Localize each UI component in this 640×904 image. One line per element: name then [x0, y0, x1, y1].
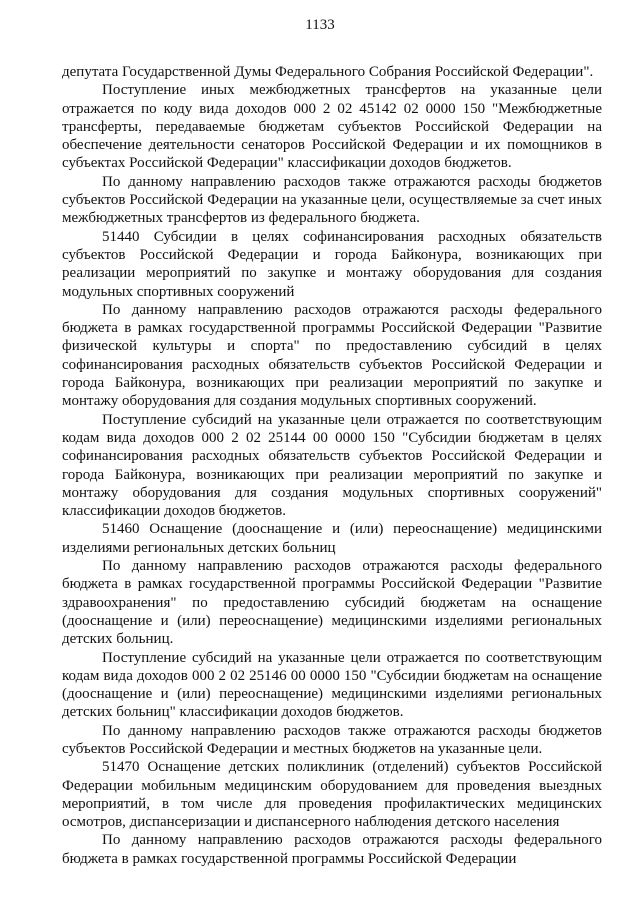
paragraph: депутата Государственной Думы Федерального Собрания Российской Федерации". [62, 64, 594, 80]
paragraph: Поступление субсидий на указанные цели отражается по соответствующим кодам вида доходов 000 2 02 25146 00 0000 150 "Субсидии бюджетам на оснащение (дооснащение и (или) переоснащение) медицинскими изделиями региональных детских больниц" классификации доходов бюджетов. [62, 649, 602, 721]
paragraph: По данному направлению расходов отражаются расходы федерального бюджета в рамках государственной программы Российской Федерации "Развитие здравоохранения" по предоставлению субсидий бюджетам на оснащение (дооснащение и (или) переоснащение) медицинскими изделиями региональных детских больниц. [62, 558, 602, 648]
paragraph: 51440 Субсидии в целях софинансирования расходных обязательств субъектов Российской Федерации и города Байконура, возникающих при реализации мероприятий по закупке и монтажу оборудования для создания модульных спортивных сооружений [62, 228, 602, 300]
paragraph: 51460 Оснащение (дооснащение и (или) переоснащение) медицинскими изделиями региональных детских больниц [62, 521, 602, 556]
paragraph: По данному направлению расходов также отражаются расходы бюджетов субъектов Российской Федерации и местных бюджетов на указанные цели. [62, 722, 602, 757]
paragraph: Поступление иных межбюджетных трансфертов на указанные цели отражается по коду вида доходов 000 2 02 45142 02 0000 150 "Межбюджетные трансферты, передаваемые бюджетам субъектов Российской Федерации на обеспечение деятельности сенаторов Российской Федерации и их помощников в субъектах Российской Федерации" классификации доходов бюджетов. [62, 82, 602, 172]
document-body [62, 63, 602, 868]
paragraph: По данному направлению расходов также отражаются расходы бюджетов субъектов Российской Федерации на указанные цели, осуществляемые за счет иных межбюджетных трансфертов из федерального бюджета. [62, 173, 602, 227]
paragraph: 51470 Оснащение детских поликлиник (отделений) субъектов Российской Федерации мобильным медицинским оборудованием для проведения выездных мероприятий, в том числе для проведения профилактических медицинских осмотров, диспансеризации и диспансерного наблюдения детского населения [62, 759, 602, 831]
page-number: 1133 [305, 17, 335, 33]
paragraph: Поступление субсидий на указанные цели отражается по соответствующим кодам вида доходов 000 2 02 25144 00 0000 150 "Субсидии бюджетам в целях софинансирования расходных обязательств субъектов Российской Федерации и города Байконура, возникающих при реализации мероприятий по закупке и монтажу оборудования для создания модульных спортивных сооружений" классификации доходов бюджетов. [62, 411, 602, 520]
paragraph: По данному направлению расходов отражаются расходы федерального бюджета в рамках государственной программы Российской Федерации [62, 832, 602, 867]
paragraph: По данному направлению расходов отражаются расходы федерального бюджета в рамках государственной программы Российской Федерации "Развитие физической культуры и спорта" по предоставлению субсидий в целях софинансирования расходных обязательств субъектов Российской Федерации и города Байконура, возникающих при реализации мероприятий по закупке и монтажу оборудования для создания модульных спортивных сооружений. [62, 301, 602, 410]
